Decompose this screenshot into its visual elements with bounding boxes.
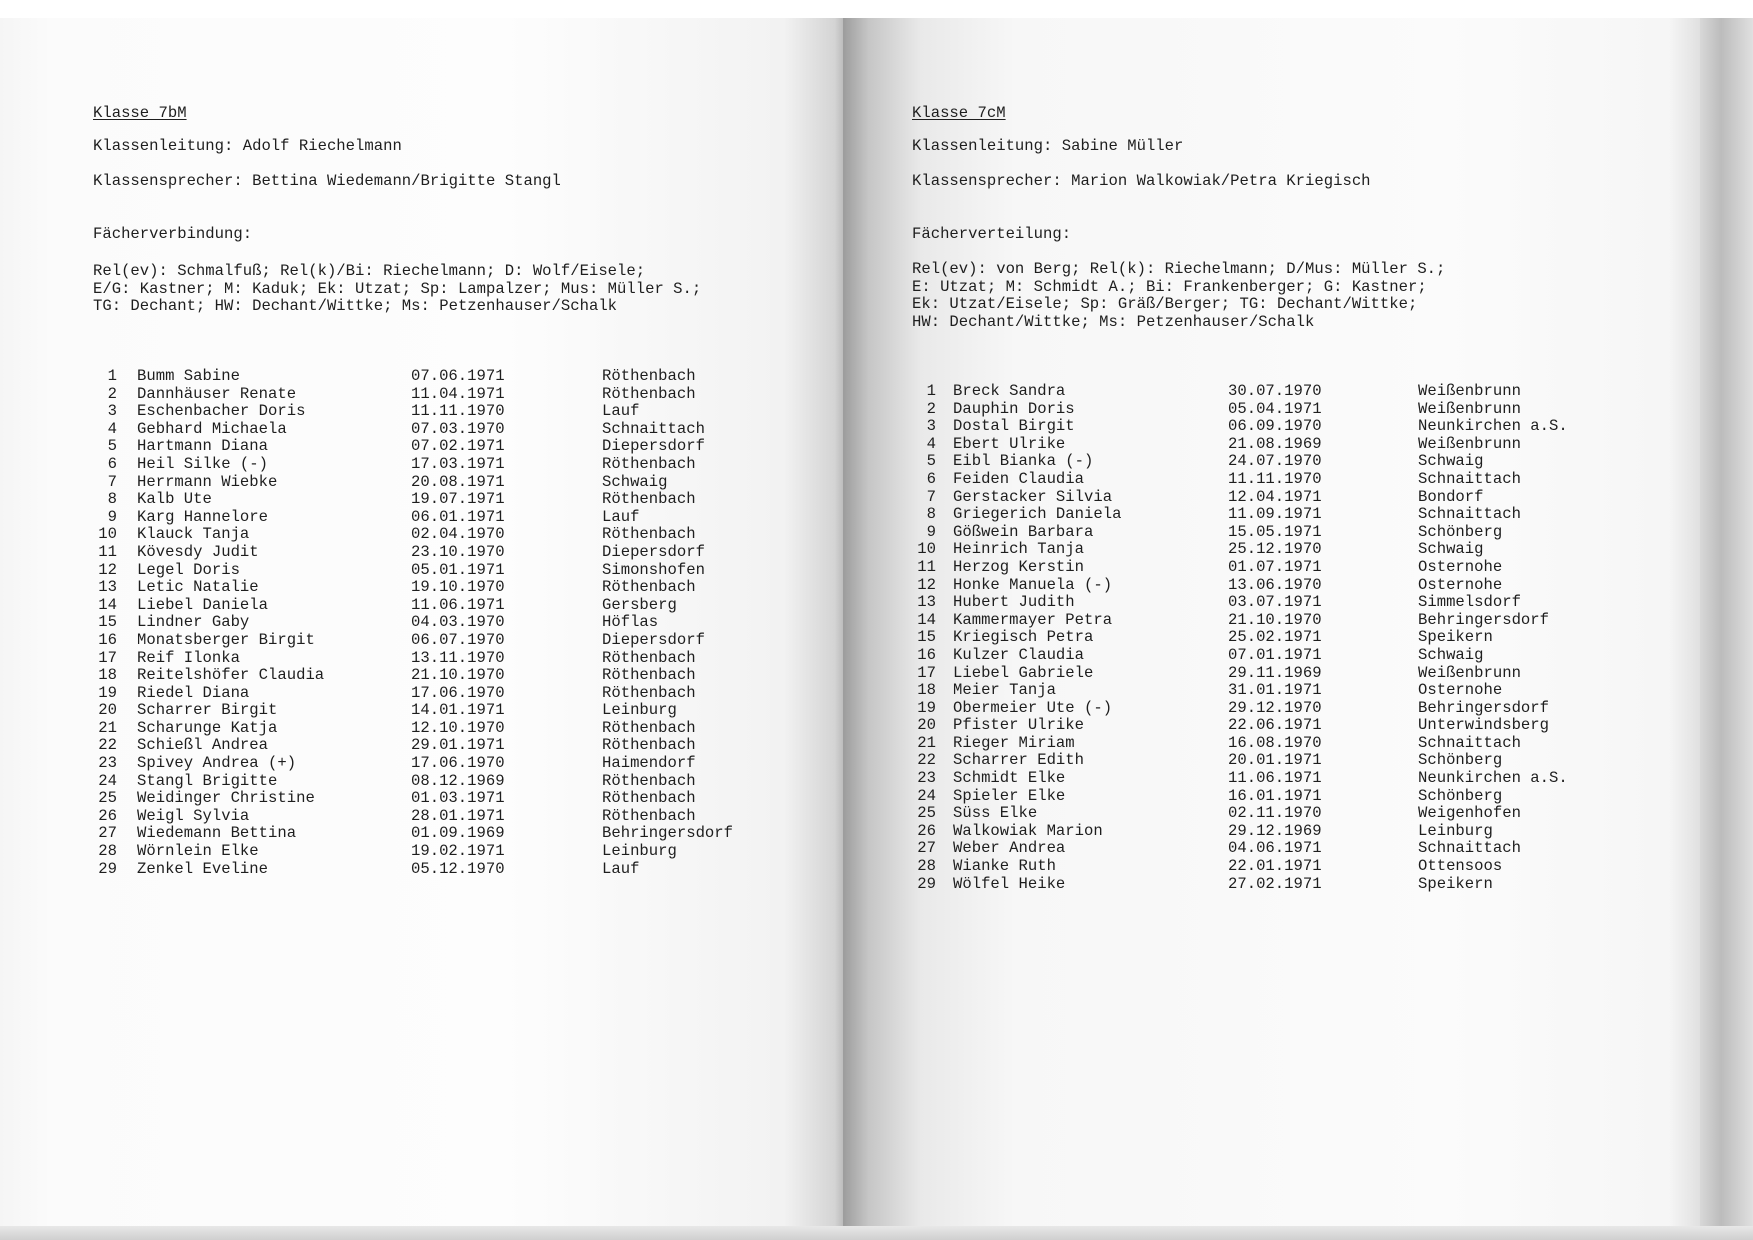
student-hometown: Simmelsdorf — [1418, 593, 1521, 612]
class-lead: Klassenleitung: Adolf Riechelmann — [93, 137, 402, 155]
student-number: 2 — [107, 384, 117, 403]
student-number: 12 — [98, 560, 117, 579]
student-birthdate: 07.01.1971 — [1228, 645, 1322, 664]
student-birthdate: 30.07.1970 — [1228, 382, 1322, 400]
class-title: Klasse 7bM — [93, 104, 187, 122]
student-name: Reif Ilonka — [137, 648, 240, 667]
student-number: 7 — [107, 472, 117, 491]
subjects-line: Ek: Utzat/Eisele; Sp: Gräß/Berger; TG: Dechant/Wittke; — [912, 295, 1418, 314]
student-name: Scharunge Katja — [137, 718, 278, 737]
student-number: 23 — [917, 769, 936, 788]
student-hometown: Osternohe — [1418, 681, 1503, 700]
student-birthdate: 23.10.1970 — [411, 542, 505, 561]
student-name: Schmidt Elke — [953, 769, 1066, 788]
student-hometown: Röthenbach — [602, 666, 696, 685]
student-birthdate: 19.02.1971 — [411, 842, 505, 861]
student-number: 5 — [107, 437, 117, 456]
student-birthdate: 17.06.1970 — [411, 754, 505, 773]
student-hometown: Weißenbrunn — [1418, 399, 1521, 418]
student-birthdate: 04.03.1970 — [411, 613, 505, 632]
student-number: 6 — [107, 454, 117, 473]
subjects-line: Rel(ev): Schmalfuß; Rel(k)/Bi: Riechelmann; D: Wolf/Eisele; — [93, 262, 646, 280]
student-birthdate: 01.03.1971 — [411, 789, 505, 808]
student-hometown: Röthenbach — [602, 367, 696, 385]
student-name: Gebhard Michaela — [137, 419, 287, 438]
student-hometown: Ottensoos — [1418, 857, 1503, 876]
student-birthdate: 21.10.1970 — [1228, 610, 1322, 629]
student-hometown: Leinburg — [602, 842, 677, 861]
student-birthdate: 07.02.1971 — [411, 437, 505, 456]
student-name: Griegerich Daniela — [953, 505, 1122, 524]
student-number: 26 — [917, 821, 936, 840]
student-birthdate: 22.01.1971 — [1228, 857, 1322, 876]
student-number: 15 — [98, 613, 117, 632]
student-birthdate: 17.06.1970 — [411, 683, 505, 702]
student-birthdate: 02.11.1970 — [1228, 804, 1322, 823]
student-name: Ebert Ulrike — [953, 434, 1066, 453]
student-birthdate: 27.02.1971 — [1228, 874, 1322, 893]
student-hometown: Schwaig — [602, 472, 668, 491]
student-number: 18 — [98, 666, 117, 685]
student-name: Wianke Ruth — [953, 857, 1056, 876]
student-number: 15 — [917, 628, 936, 647]
student-hometown: Neunkirchen a.S. — [1418, 769, 1568, 788]
student-name: Süss Elke — [953, 804, 1038, 823]
student-name: Heinrich Tanja — [953, 540, 1085, 559]
student-name: Stangl Brigitte — [137, 771, 278, 790]
subjects-line: E: Utzat; M: Schmidt A.; Bi: Frankenberger; G: Kastner; — [912, 277, 1427, 296]
student-number: 21 — [917, 733, 936, 752]
student-name: Gerstacker Silvia — [953, 487, 1113, 506]
student-birthdate: 24.07.1970 — [1228, 452, 1322, 471]
student-name: Feiden Claudia — [953, 469, 1085, 488]
student-number: 16 — [917, 645, 936, 664]
student-birthdate: 04.06.1971 — [1228, 839, 1322, 858]
student-hometown: Schwaig — [1418, 540, 1484, 559]
student-birthdate: 15.05.1971 — [1228, 522, 1322, 541]
student-birthdate: 01.07.1971 — [1228, 557, 1322, 576]
student-hometown: Bondorf — [1418, 487, 1484, 506]
student-number: 28 — [98, 842, 117, 861]
student-hometown: Lauf — [602, 859, 640, 878]
student-number: 19 — [917, 698, 936, 717]
student-birthdate: 19.07.1971 — [411, 490, 505, 509]
right-page — [843, 18, 1703, 1240]
student-hometown: Röthenbach — [602, 806, 696, 825]
student-number: 1 — [926, 382, 936, 400]
student-name: Rieger Miriam — [953, 733, 1075, 752]
student-birthdate: 28.01.1971 — [411, 806, 505, 825]
student-number: 14 — [98, 595, 117, 614]
student-hometown: Speikern — [1418, 874, 1493, 893]
page-bottom-edge — [0, 1226, 1753, 1240]
student-name: Gößwein Barbara — [953, 522, 1094, 541]
student-hometown: Röthenbach — [602, 736, 696, 755]
student-birthdate: 11.04.1971 — [411, 384, 505, 403]
student-name: Dannhäuser Renate — [137, 384, 297, 403]
student-hometown: Höflas — [602, 613, 659, 632]
student-hometown: Schnaittach — [1418, 469, 1521, 488]
student-hometown: Osternohe — [1418, 575, 1503, 594]
student-birthdate: 12.04.1971 — [1228, 487, 1322, 506]
student-number: 20 — [98, 701, 117, 720]
student-birthdate: 08.12.1969 — [411, 771, 505, 790]
student-number: 8 — [926, 505, 936, 524]
student-hometown: Leinburg — [1418, 821, 1493, 840]
student-hometown: Weißenbrunn — [1418, 434, 1521, 453]
student-birthdate: 20.08.1971 — [411, 472, 505, 491]
student-birthdate: 25.12.1970 — [1228, 540, 1322, 559]
student-name: Wölfel Heike — [953, 874, 1066, 893]
student-name: Kövesdy Judit — [137, 542, 259, 561]
student-number: 17 — [98, 648, 117, 667]
student-birthdate: 11.06.1971 — [1228, 769, 1322, 788]
student-name: Herrmann Wiebke — [137, 472, 278, 491]
student-number: 8 — [107, 490, 117, 509]
student-name: Karg Hannelore — [137, 507, 269, 526]
student-name: Eschenbacher Doris — [137, 402, 306, 421]
student-name: Obermeier Ute (-) — [953, 698, 1113, 717]
student-birthdate: 05.01.1971 — [411, 560, 505, 579]
student-birthdate: 06.01.1971 — [411, 507, 505, 526]
student-hometown: Speikern — [1418, 628, 1493, 647]
student-name: Hubert Judith — [953, 593, 1075, 612]
student-number: 29 — [98, 859, 117, 878]
student-number: 10 — [917, 540, 936, 559]
subjects-line: Rel(ev): von Berg; Rel(k): Riechelmann; D/Mus: Müller S.; — [912, 260, 1446, 278]
student-birthdate: 05.12.1970 — [411, 859, 505, 878]
student-number: 11 — [917, 557, 936, 576]
subjects-line: TG: Dechant; HW: Dechant/Wittke; Ms: Petzenhauser/Schalk — [93, 297, 618, 316]
student-hometown: Lauf — [602, 507, 640, 526]
student-name: Riedel Diana — [137, 683, 250, 702]
student-number: 24 — [98, 771, 117, 790]
student-number: 20 — [917, 716, 936, 735]
student-hometown: Schwaig — [1418, 452, 1484, 471]
student-name: Breck Sandra — [953, 382, 1066, 400]
student-birthdate: 22.06.1971 — [1228, 716, 1322, 735]
class-speakers: Klassensprecher: Marion Walkowiak/Petra Kriegisch — [912, 172, 1371, 190]
student-name: Scharrer Edith — [953, 751, 1085, 770]
student-number: 27 — [98, 824, 117, 843]
student-hometown: Behringersdorf — [1418, 698, 1550, 717]
student-birthdate: 07.03.1970 — [411, 419, 505, 438]
subjects-line: E/G: Kastner; M: Kaduk; Ek: Utzat; Sp: Lampalzer; Mus: Müller S.; — [93, 279, 702, 298]
student-birthdate: 13.11.1970 — [411, 648, 505, 667]
student-name: Spieler Elke — [953, 786, 1066, 805]
student-number: 5 — [926, 452, 936, 471]
student-number: 23 — [98, 754, 117, 773]
student-name: Hartmann Diana — [137, 437, 269, 456]
student-birthdate: 25.02.1971 — [1228, 628, 1322, 647]
student-birthdate: 03.07.1971 — [1228, 593, 1322, 612]
student-name: Schießl Andrea — [137, 736, 269, 755]
student-hometown: Simonshofen — [602, 560, 705, 579]
student-hometown: Diepersdorf — [602, 630, 705, 649]
student-hometown: Weißenbrunn — [1418, 382, 1521, 400]
student-hometown: Röthenbach — [602, 384, 696, 403]
student-hometown: Schnaittach — [1418, 505, 1521, 524]
student-number: 17 — [917, 663, 936, 682]
student-name: Weigl Sylvia — [137, 806, 250, 825]
student-name: Liebel Gabriele — [953, 663, 1094, 682]
student-number: 27 — [917, 839, 936, 858]
student-name: Kalb Ute — [137, 490, 212, 509]
student-hometown: Diepersdorf — [602, 437, 705, 456]
student-birthdate: 29.12.1970 — [1228, 698, 1322, 717]
student-birthdate: 29.12.1969 — [1228, 821, 1322, 840]
student-hometown: Weißenbrunn — [1418, 663, 1521, 682]
student-birthdate: 29.01.1971 — [411, 736, 505, 755]
student-hometown: Gersberg — [602, 595, 677, 614]
student-number: 2 — [926, 399, 936, 418]
student-name: Scharrer Birgit — [137, 701, 278, 720]
student-number: 24 — [917, 786, 936, 805]
student-name: Meier Tanja — [953, 681, 1056, 700]
subjects-block — [93, 263, 701, 316]
student-hometown: Schnaittach — [1418, 839, 1521, 858]
student-number: 14 — [917, 610, 936, 629]
student-name: Eibl Bianka (-) — [953, 452, 1094, 471]
page-stack-edge — [1700, 18, 1753, 1240]
student-hometown: Schnaittach — [1418, 733, 1521, 752]
student-name: Klauck Tanja — [137, 525, 250, 544]
student-name: Liebel Daniela — [137, 595, 269, 614]
class-title: Klasse 7cM — [912, 104, 1006, 122]
student-name: Pfister Ulrike — [953, 716, 1085, 735]
student-hometown: Röthenbach — [602, 578, 696, 597]
class-lead: Klassenleitung: Sabine Müller — [912, 137, 1184, 155]
student-hometown: Leinburg — [602, 701, 677, 720]
student-hometown: Schwaig — [1418, 645, 1484, 664]
student-hometown: Behringersdorf — [602, 824, 734, 843]
left-page — [0, 18, 843, 1240]
student-number: 16 — [98, 630, 117, 649]
student-number: 13 — [98, 578, 117, 597]
student-name: Legel Doris — [137, 560, 240, 579]
student-name: Reitelshöfer Claudia — [137, 666, 325, 685]
subjects-heading: Fächerverteilung: — [912, 225, 1072, 243]
student-number: 3 — [107, 402, 117, 421]
student-hometown: Röthenbach — [602, 718, 696, 737]
subjects-line: HW: Dechant/Wittke; Ms: Petzenhauser/Schalk — [912, 312, 1315, 331]
student-number: 25 — [98, 789, 117, 808]
student-birthdate: 06.09.1970 — [1228, 417, 1322, 436]
student-number: 19 — [98, 683, 117, 702]
student-hometown: Osternohe — [1418, 557, 1503, 576]
student-birthdate: 02.04.1970 — [411, 525, 505, 544]
student-hometown: Unterwindsberg — [1418, 716, 1550, 735]
student-hometown: Röthenbach — [602, 771, 696, 790]
student-birthdate: 29.11.1969 — [1228, 663, 1322, 682]
student-birthdate: 16.08.1970 — [1228, 733, 1322, 752]
student-hometown: Haimendorf — [602, 754, 696, 773]
student-birthdate: 11.06.1971 — [411, 595, 505, 614]
student-hometown: Röthenbach — [602, 683, 696, 702]
student-birthdate: 07.06.1971 — [411, 367, 505, 385]
student-hometown: Röthenbach — [602, 454, 696, 473]
student-number: 4 — [107, 419, 117, 438]
student-name: Lindner Gaby — [137, 613, 250, 632]
student-birthdate: 21.10.1970 — [411, 666, 505, 685]
student-number: 12 — [917, 575, 936, 594]
student-birthdate: 13.06.1970 — [1228, 575, 1322, 594]
student-number: 26 — [98, 806, 117, 825]
student-number: 11 — [98, 542, 117, 561]
student-birthdate: 11.09.1971 — [1228, 505, 1322, 524]
student-birthdate: 14.01.1971 — [411, 701, 505, 720]
student-birthdate: 06.07.1970 — [411, 630, 505, 649]
student-number: 4 — [926, 434, 936, 453]
student-hometown: Lauf — [602, 402, 640, 421]
student-name: Monatsberger Birgit — [137, 630, 315, 649]
student-birthdate: 17.03.1971 — [411, 454, 505, 473]
student-name: Kammermayer Petra — [953, 610, 1113, 629]
student-hometown: Röthenbach — [602, 525, 696, 544]
student-name: Weber Andrea — [953, 839, 1066, 858]
student-hometown: Behringersdorf — [1418, 610, 1550, 629]
student-hometown: Schönberg — [1418, 751, 1503, 770]
student-name: Bumm Sabine — [137, 367, 240, 385]
student-hometown: Neunkirchen a.S. — [1418, 417, 1568, 436]
student-birthdate: 19.10.1970 — [411, 578, 505, 597]
student-number: 6 — [926, 469, 936, 488]
student-number: 29 — [917, 874, 936, 893]
student-name: Herzog Kerstin — [953, 557, 1085, 576]
student-name: Zenkel Eveline — [137, 859, 269, 878]
student-birthdate: 31.01.1971 — [1228, 681, 1322, 700]
student-number: 7 — [926, 487, 936, 506]
student-birthdate: 12.10.1970 — [411, 718, 505, 737]
student-hometown: Diepersdorf — [602, 542, 705, 561]
student-number: 21 — [98, 718, 117, 737]
student-number: 13 — [917, 593, 936, 612]
student-name: Weidinger Christine — [137, 789, 315, 808]
student-name: Spivey Andrea (+) — [137, 754, 297, 773]
student-birthdate: 21.08.1969 — [1228, 434, 1322, 453]
student-hometown: Röthenbach — [602, 648, 696, 667]
student-name: Dauphin Doris — [953, 399, 1075, 418]
student-number: 18 — [917, 681, 936, 700]
student-hometown: Schnaittach — [602, 419, 705, 438]
student-birthdate: 01.09.1969 — [411, 824, 505, 843]
student-name: Walkowiak Marion — [953, 821, 1103, 840]
student-birthdate: 11.11.1970 — [411, 402, 505, 421]
student-number: 9 — [926, 522, 936, 541]
student-name: Kriegisch Petra — [953, 628, 1094, 647]
student-number: 3 — [926, 417, 936, 436]
student-name: Honke Manuela (-) — [953, 575, 1113, 594]
student-number: 22 — [917, 751, 936, 770]
student-name: Kulzer Claudia — [953, 645, 1085, 664]
student-number: 25 — [917, 804, 936, 823]
student-hometown: Schönberg — [1418, 786, 1503, 805]
student-number: 22 — [98, 736, 117, 755]
student-hometown: Schönberg — [1418, 522, 1503, 541]
student-hometown: Röthenbach — [602, 789, 696, 808]
student-number: 9 — [107, 507, 117, 526]
student-number: 10 — [98, 525, 117, 544]
student-birthdate: 20.01.1971 — [1228, 751, 1322, 770]
class-speakers: Klassensprecher: Bettina Wiedemann/Brigitte Stangl — [93, 172, 561, 190]
subjects-block — [912, 261, 1445, 331]
student-number: 28 — [917, 857, 936, 876]
student-name: Wiedemann Bettina — [137, 824, 297, 843]
student-hometown: Röthenbach — [602, 490, 696, 509]
student-name: Wörnlein Elke — [137, 842, 259, 861]
student-name: Heil Silke (-) — [137, 454, 269, 473]
student-hometown: Weigenhofen — [1418, 804, 1521, 823]
student-birthdate: 16.01.1971 — [1228, 786, 1322, 805]
student-birthdate: 11.11.1970 — [1228, 469, 1322, 488]
student-birthdate: 05.04.1971 — [1228, 399, 1322, 418]
student-number: 1 — [107, 367, 117, 385]
student-name: Dostal Birgit — [953, 417, 1075, 436]
subjects-heading: Fächerverbindung: — [93, 225, 253, 243]
student-name: Letic Natalie — [137, 578, 259, 597]
